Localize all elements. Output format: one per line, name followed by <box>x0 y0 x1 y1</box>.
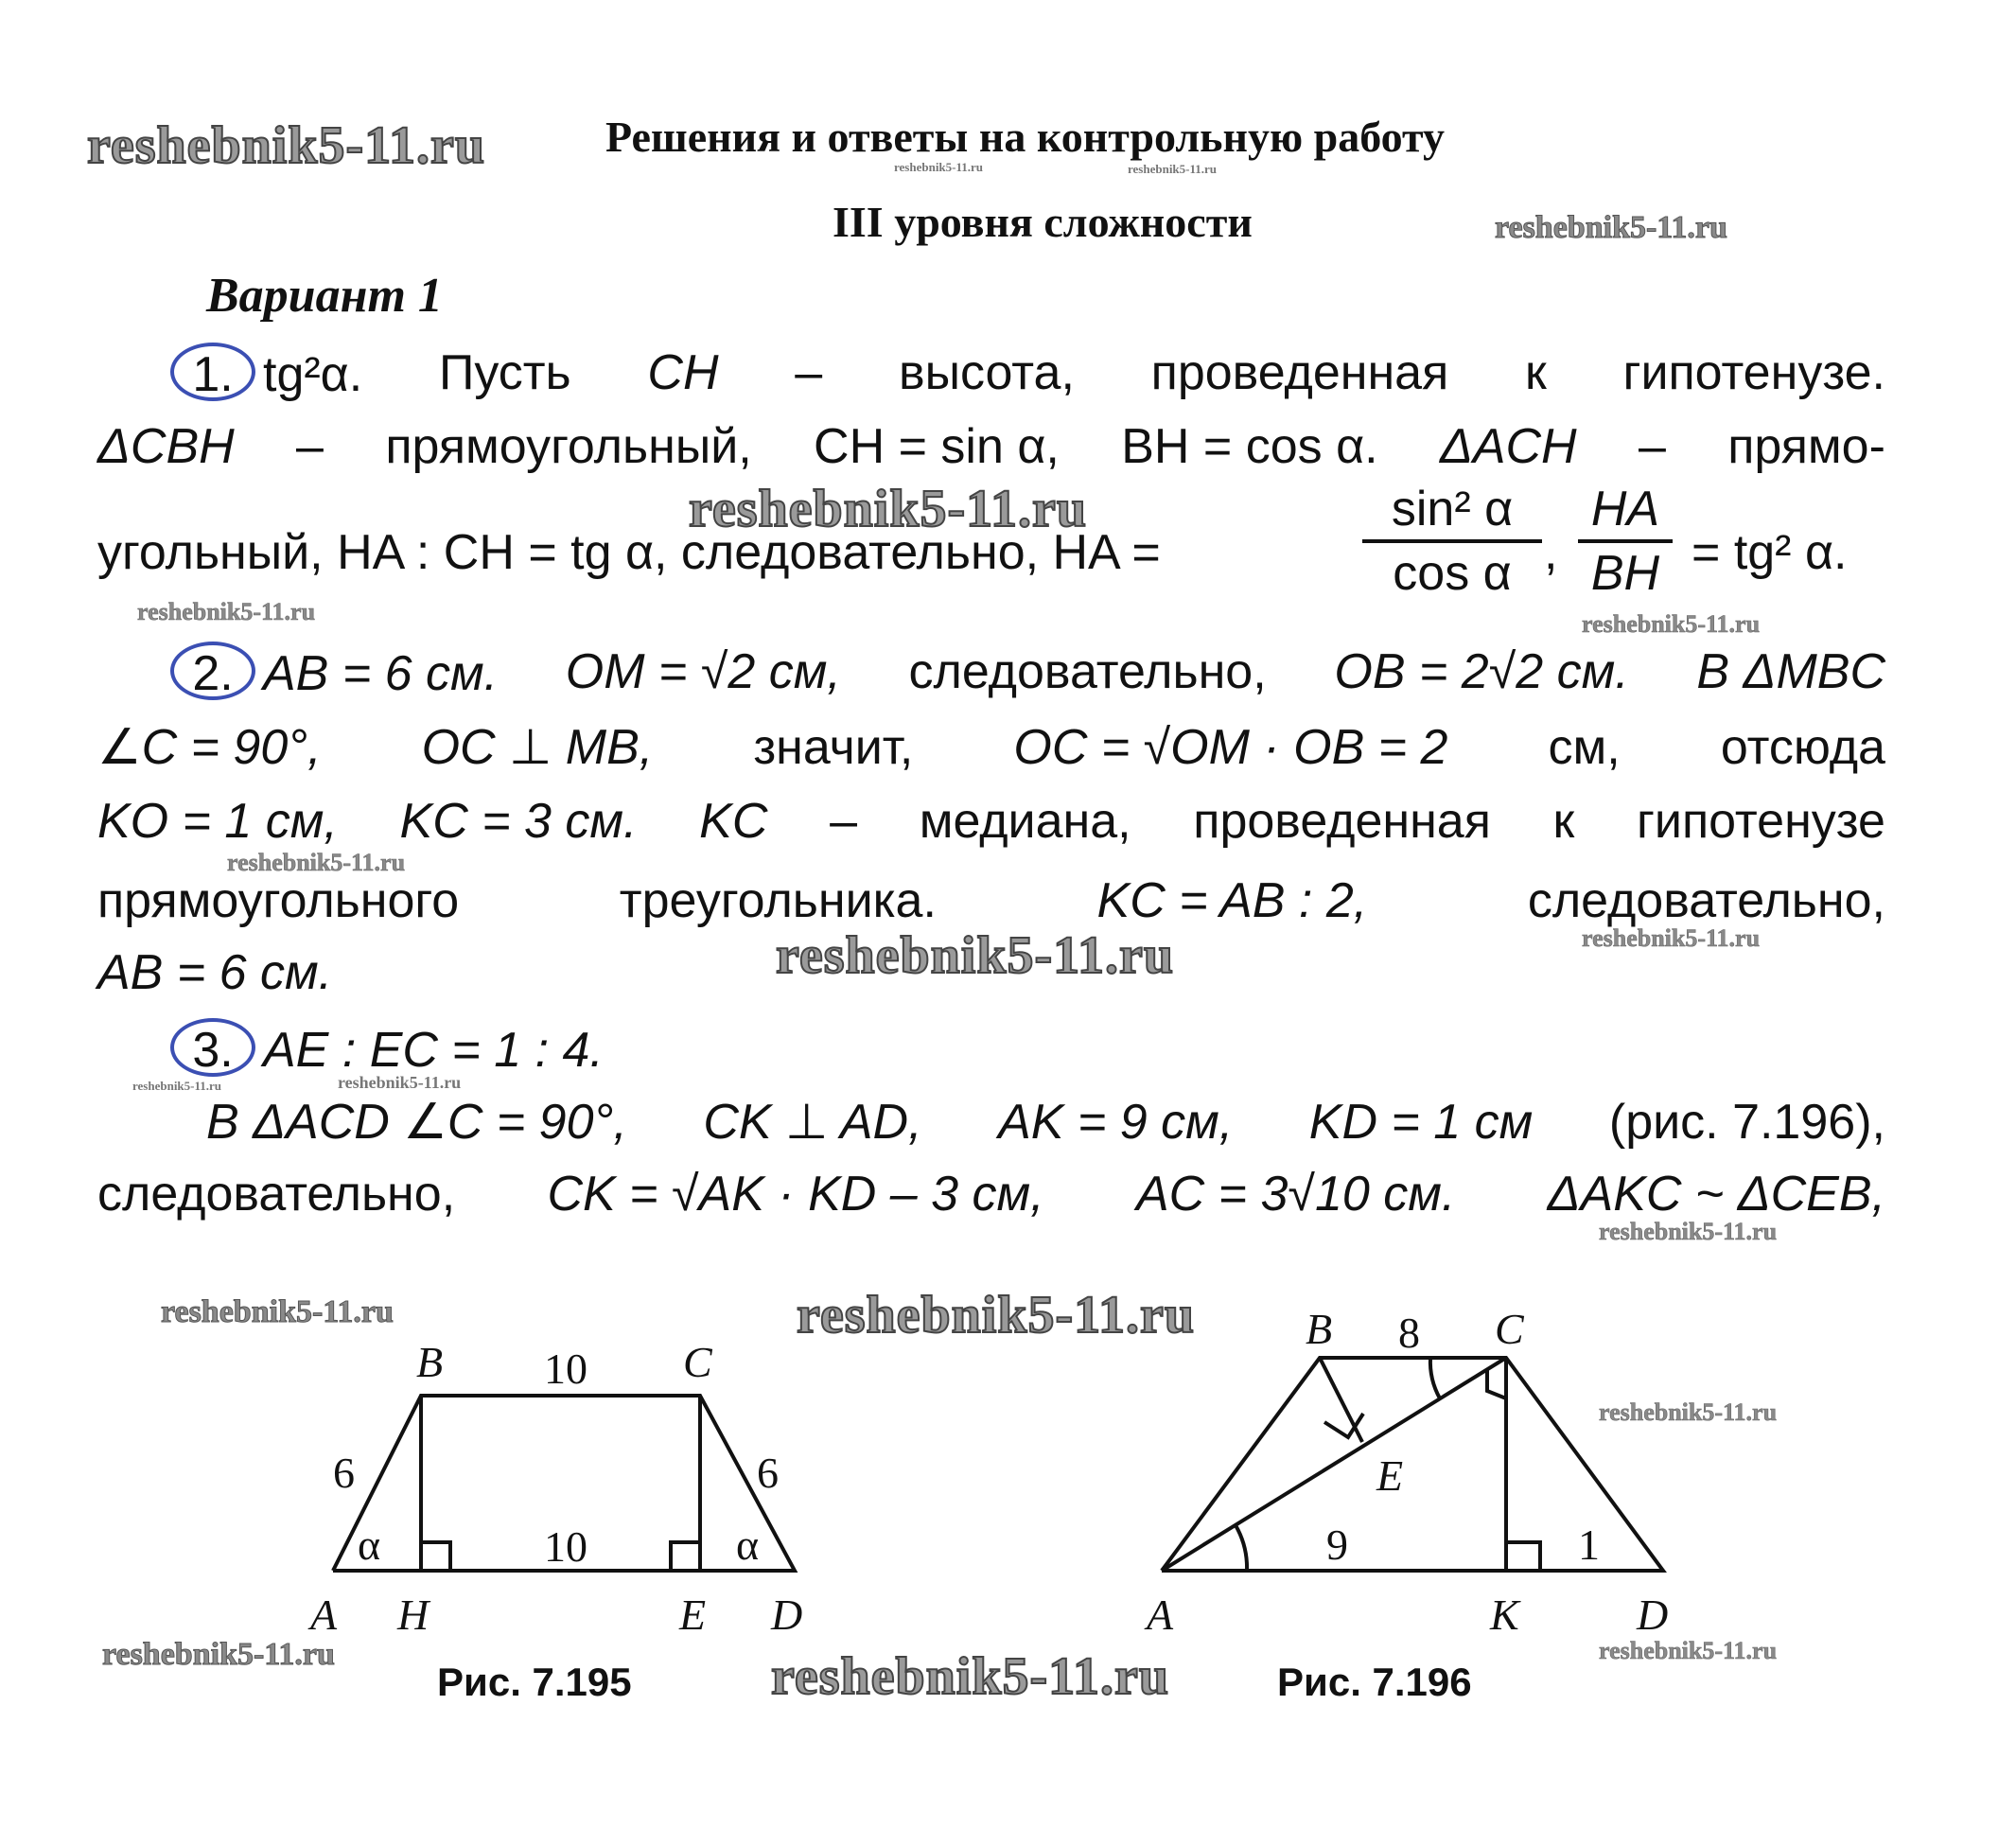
watermark: reshebnik5-11.ru <box>894 160 984 174</box>
watermark: reshebnik5-11.ru <box>776 926 1175 985</box>
p3-line1: 3. AE : EC = 1 : 4. <box>170 1018 1885 1079</box>
watermark: reshebnik5-11.ru <box>1495 210 1727 245</box>
variant-heading: Вариант 1 <box>206 269 443 323</box>
label-e: E <box>679 1591 707 1639</box>
angle-arc-c <box>1430 1358 1440 1398</box>
page: reshebnik5-11.ru Решения и ответы на контрольную работу reshebnik5-11.ru reshebnik5-11.ru III уровня сложности reshebnik5-11.ru Вариант 1 1. tg²α. Пусть CH – высота, проведенная к гипотенузе. ΔCBH – прямоугольный, CH = sin α, BH = cos α. ΔACH – прямо- reshebnik5-11.ru угольный, HA : CH = tg α, следовательно, HA = sin² α cos α , HA BH = tg² α. reshebnik5-11.ru reshebnik5-11.ru 2. AB = 6 см. OM = √2 см, следовательно, OB = 2√2 см. В ΔMBC ∠C = 90°, OC ⊥ MB, значит, OC = √OM · OB = 2 см, отсюда KO = 1 см, KC = 3 см. KC – медиана, проведенная к гипотенузе reshebnik5-11.ru прямоугольного треугольника. KC = AB : 2, следовательно, reshebnik5-11.ru reshebnik5-11.ru AB = 6 см. 3. AE : EC = 1 : 4. reshebnik5-11.ru reshebnik5-11.ru В ΔACD ∠C = 90°, CK ⊥ AD, AK = 9 см, KD = 1 см (рис. 7.196), следовательно, CK = √AK · KD – 3 см, AC = 3√10 см. ΔAKC ~ ΔCEB, reshebnik5-11.ru reshebnik5-11.ru reshebnik5-11.ru reshebnik5-11.ru reshebnik5-11.ru reshebnik5-11.ru reshebnik5-11.ru A H E D B C 10 10 6 6 α α Рис. 7.195 A B C D E K 8 9 1 Рис. 7.196 <box>0 0 2016 1846</box>
figure-7-195-caption: Рис. 7.195 <box>437 1660 632 1704</box>
right-angle-c <box>1487 1369 1506 1398</box>
watermark: reshebnik5-11.ru <box>1599 1398 1778 1426</box>
watermark: reshebnik5-11.ru <box>137 598 316 625</box>
watermark: reshebnik5-11.ru <box>102 1637 335 1672</box>
angle-arc-a <box>1236 1525 1247 1571</box>
watermark: reshebnik5-11.ru <box>771 1647 1170 1706</box>
p2-line5: AB = 6 см. <box>97 945 333 1000</box>
watermark: reshebnik5-11.ru <box>87 116 486 175</box>
watermark: reshebnik5-11.ru <box>1599 1218 1778 1245</box>
watermark: reshebnik5-11.ru <box>132 1079 222 1093</box>
length-ak: 9 <box>1326 1521 1348 1569</box>
p3-line2: В ΔACD ∠C = 90°, CK ⊥ AD, AK = 9 см, KD = 1 см (рис. 7.196), <box>206 1095 1885 1150</box>
label-b: B <box>1306 1305 1333 1353</box>
label-a: A <box>1147 1591 1174 1639</box>
length-cd: 6 <box>757 1449 779 1497</box>
p1-line1: 1. tg²α. Пусть CH – высота, проведенная к гипотенузе. <box>170 343 1885 403</box>
watermark: reshebnik5-11.ru <box>1599 1637 1778 1664</box>
p2-number: 2. <box>170 642 255 700</box>
figure-7-196-caption: Рис. 7.196 <box>1277 1660 1472 1704</box>
p1-fraction-sin-cos: sin² α cos α <box>1362 481 1542 602</box>
p2-line3: KO = 1 см, KC = 3 см. KC – медиана, проведенная к гипотенузе <box>97 794 1885 849</box>
p1-number: 1. <box>170 343 255 401</box>
watermark: reshebnik5-11.ru <box>227 849 406 876</box>
watermark: reshebnik5-11.ru <box>1582 924 1761 952</box>
p1-line3a: угольный, HA : CH = tg α, следовательно, HA = <box>97 525 1161 580</box>
length-ab: 6 <box>333 1449 355 1497</box>
length-bc: 8 <box>1398 1309 1420 1357</box>
right-angle-k <box>1506 1542 1540 1571</box>
segment-be <box>1320 1358 1362 1442</box>
page-title: Решения и ответы на контрольную работу <box>605 113 1446 161</box>
watermark: reshebnik5-11.ru <box>338 1073 462 1092</box>
p1-line2: ΔCBH – прямоугольный, CH = sin α, BH = cos α. ΔACH – прямо- <box>97 419 1885 474</box>
length-bc: 10 <box>544 1345 587 1393</box>
label-c: C <box>683 1338 712 1386</box>
label-e: E <box>1376 1451 1404 1500</box>
label-h: H <box>397 1591 429 1639</box>
label-k: K <box>1490 1591 1519 1639</box>
watermark: reshebnik5-11.ru <box>689 480 1088 538</box>
watermark: reshebnik5-11.ru <box>797 1286 1196 1345</box>
watermark: reshebnik5-11.ru <box>161 1294 394 1329</box>
angle-a: α <box>358 1521 381 1569</box>
length-kd: 1 <box>1578 1521 1600 1569</box>
label-d: D <box>771 1591 803 1639</box>
angle-d: α <box>736 1521 760 1569</box>
page-subtitle: III уровня сложности <box>833 198 1253 246</box>
p2-line2: ∠C = 90°, OC ⊥ MB, значит, OC = √OM · OB = 2 см, отсюда <box>97 720 1885 775</box>
p1-line3b: = tg² α. <box>1692 525 1848 580</box>
p3-line3: следовательно, CK = √AK · KD – 3 см, AC = 3√10 см. ΔAKC ~ ΔCEB, <box>97 1167 1885 1222</box>
label-c: C <box>1495 1305 1524 1353</box>
label-d: D <box>1637 1591 1669 1639</box>
p1-fraction-ha-bh: HA BH <box>1578 481 1673 602</box>
watermark: reshebnik5-11.ru <box>1582 610 1761 638</box>
p2-line1: 2. AB = 6 см. OM = √2 см, следовательно, OB = 2√2 см. В ΔMBC <box>170 642 1885 702</box>
p2-line4: прямоугольного треугольника. KC = AB : 2, следовательно, <box>97 873 1885 928</box>
label-b: B <box>416 1338 444 1386</box>
p3-number: 3. <box>170 1018 255 1077</box>
length-he: 10 <box>544 1522 587 1571</box>
watermark: reshebnik5-11.ru <box>1128 162 1218 176</box>
label-a: A <box>310 1591 338 1639</box>
